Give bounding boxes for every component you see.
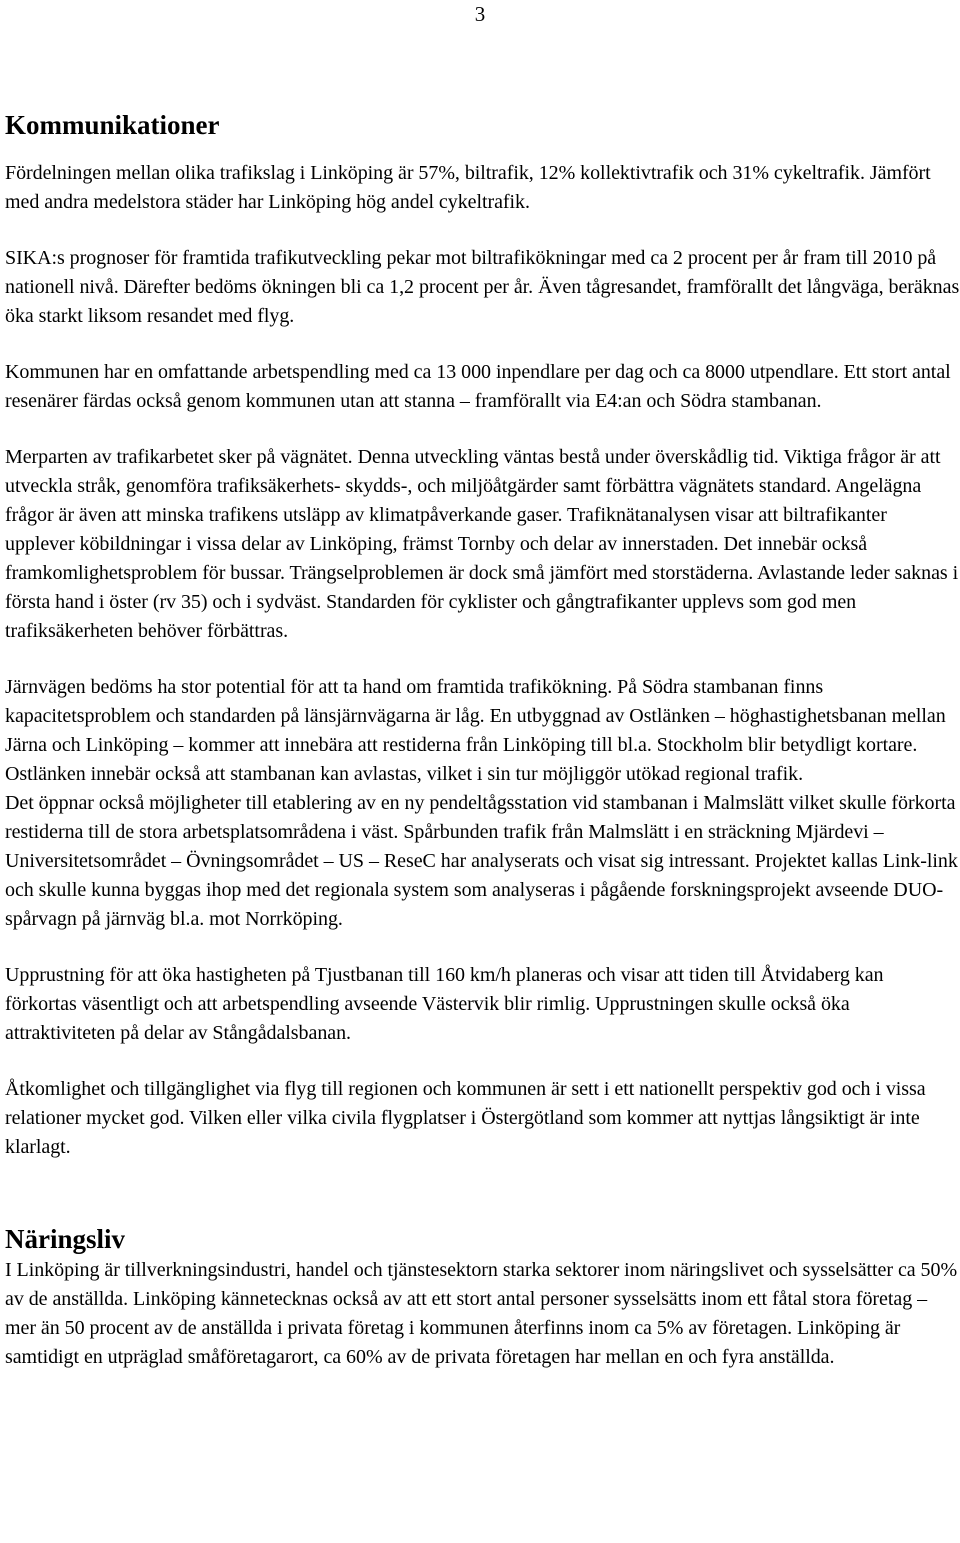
heading-kommunikationer: Kommunikationer [5,110,220,140]
paragraph-malmslatt-station: Det öppnar också möjligheter till etablering av en ny pendeltågsstation vid stambanan i Malmslätt vilket skulle förkorta restiderna till de stora arbetsplatsområdena i väst. Spårbunden trafik från Malmslätt i en sträckning Mjärdevi – Universitetsområdet – Övningsområdet – US – ReseC har analyserats och visat sig intressant. Projektet kallas Link-link och skulle kunna byggas ihop med det regionala system som analyseras i pågående forskningsprojekt avseende DUO-spårvagn på järnväg bl.a. mot Norrköping. [5,792,958,930]
paragraph-commuting: Kommunen har en omfattande arbetspendling med ca 13 000 inpendlare per dag och ca 8000 utpendlare. Ett stort antal resenärer färdas också genom kommunen utan att stanna – framförallt via E4:an och Södra stambanan. [5,361,951,412]
paragraph-tjustbanan: Upprustning för att öka hastigheten på Tjustbanan till 160 km/h planeras och visar att tiden till Åtvidaberg kan förkortas väsentligt och att arbetspendling avseende Västervik blir rimlig. Upprustningen skulle också öka attraktiviteten på delar av Stångådalsbanan. [5,964,884,1044]
paragraph-railway: Järnvägen bedöms ha stor potential för att ta hand om framtida trafikökning. På Södra stambanan finns kapacitetsproblem och standarden på länsjärnvägarna är låg. En utbyggnad av Ostlänken – höghastighetsbanan mellan Järna och Linköping – kommer att innebära att restiderna från Linköping till bl.a. Stockholm blir betydligt kortare. Ostlänken innebär också att stambanan kan avlastas, vilket i sin tur möjliggör utökad regional trafik. [5,676,946,785]
paragraph-naringsliv: I Linköping är tillverkningsindustri, handel och tjänstesektorn starka sektorer inom näringslivet och sysselsätter ca 50% av de anställda. Linköping kännetecknas också av att ett stort antal personer sysselsätts inom ett fåtal stora företag – mer än 50 procent av de anställda i privata företag i kommunen återfinns inom ca 5% av företagen. Linköping är samtidigt en utpräglad småföretagarort, ca 60% av de privata företagen har mellan en och fyra anställda. [5,1259,958,1368]
document-body [5,108,960,1372]
paragraph-sika-forecast: SIKA:s prognoser för framtida trafikutveckling pekar mot biltrafikökningar med ca 2 procent per år fram till 2010 på nationell nivå. Därefter bedöms ökningen bli ca 1,2 procent per år. Även tågresandet, framförallt det långväga, beräknas öka starkt liksom resandet med flyg. [5,247,960,327]
paragraph-flyg: Åtkomlighet och tillgänglighet via flyg till regionen och kommunen är sett i ett nationellt perspektiv god och i vissa relationer mycket god. Vilken eller vilka civila flygplatser i Östergötland som kommer att nyttjas långsiktigt är inte klarlagt. [5,1078,926,1158]
paragraph-traffic-distribution: Fördelningen mellan olika trafikslag i Linköping är 57%, biltrafik, 12% kollektivtrafik och 31% cykeltrafik. Jämfört med andra medelstora städer har Linköping hög andel cykeltrafik. [5,162,931,213]
heading-naringsliv: Näringsliv [5,1224,126,1254]
page-number: 3 [474,2,486,26]
paragraph-road-network: Merparten av trafikarbetet sker på vägnätet. Denna utveckling väntas bestå under överskådlig tid. Viktiga frågor är att utveckla stråk, genomföra trafiksäkerhets- skydds-, och miljöåtgärder samt förbättra vägnätets standard. Angelägna frågor är även att minska trafikens utsläpp av klimatpåverkande gaser. Trafiknätanalysen visar att biltrafikanter upplever köbildningar i vissa delar av Linköping, främst Tornby och delar av innerstaden. Det innebär också framkomlighetsproblem för bussar. Trängselproblemen är dock små jämfört med storstäderna. Avlastande leder saknas i första hand i öster (rv 35) och i sydväst. Standarden för cyklister och gångtrafikanter upplevs som god men trafiksäkerheten behöver förbättras. [5,446,959,642]
